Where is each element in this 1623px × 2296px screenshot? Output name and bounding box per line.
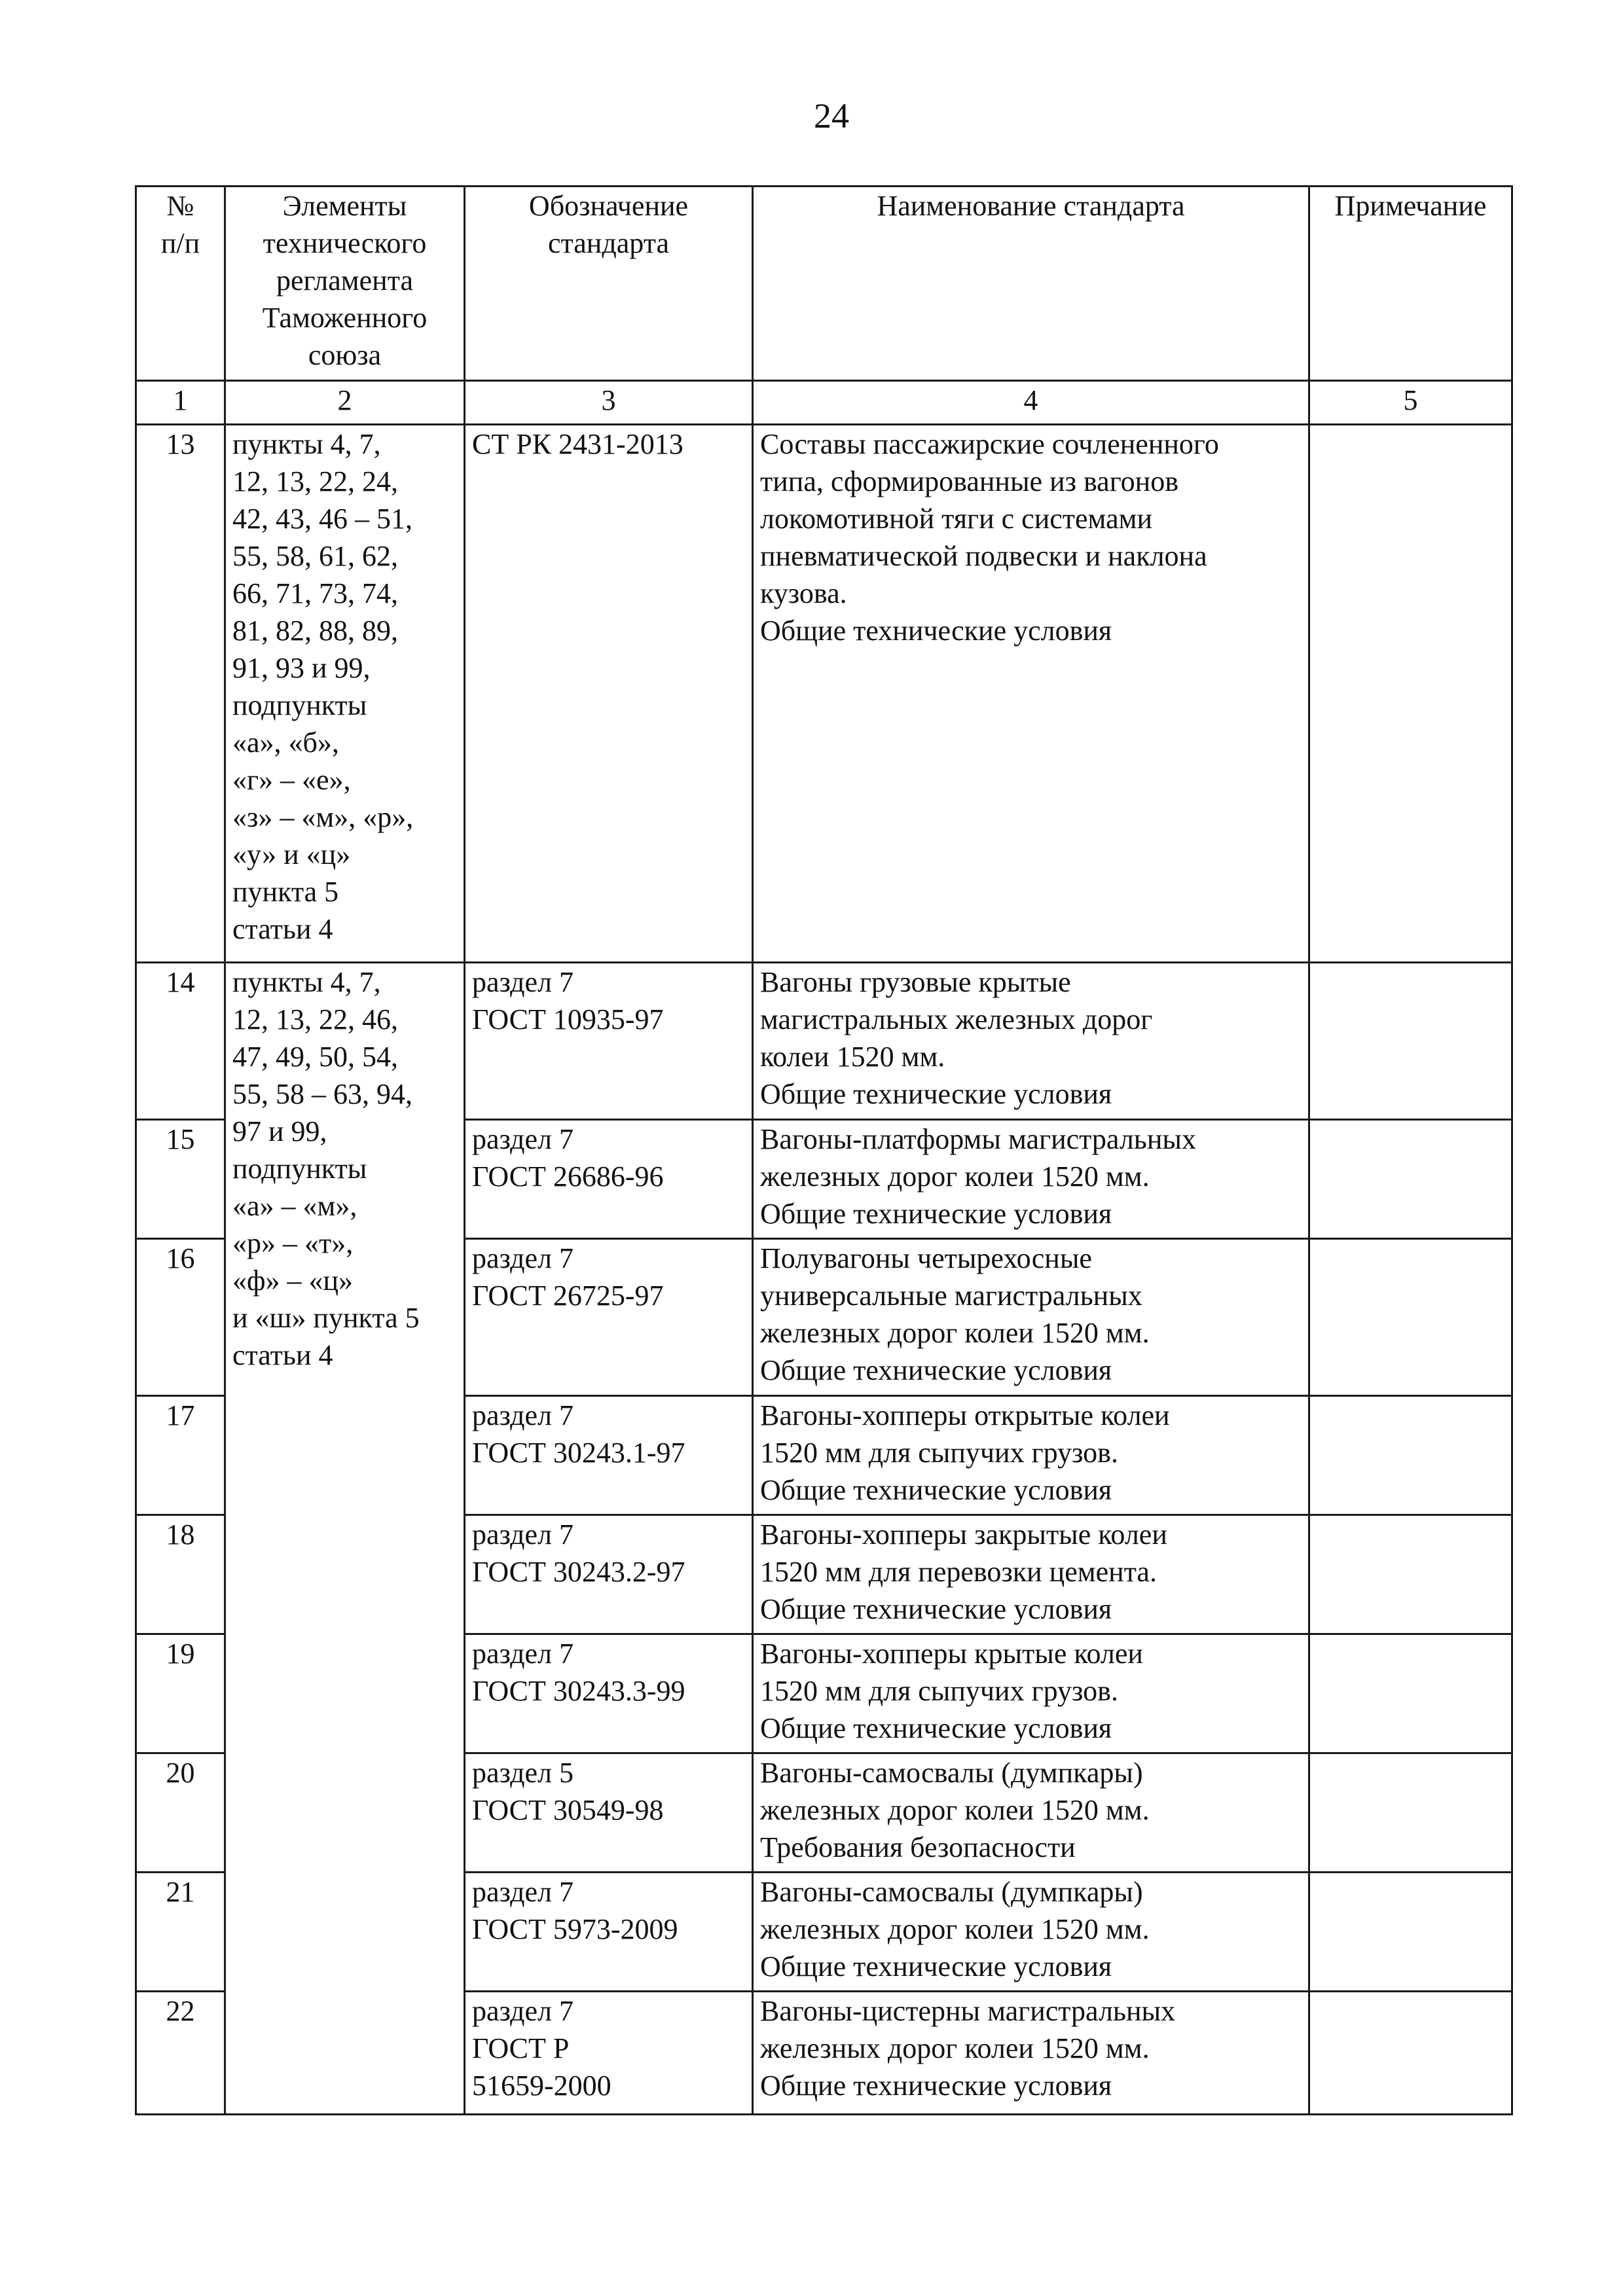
text-line: Вагоны-самосвалы (думпкары) bbox=[760, 1876, 1143, 1908]
note-cell bbox=[1309, 1239, 1512, 1396]
text-line: пневматической подвески и наклона bbox=[760, 540, 1207, 572]
column-index: 2 bbox=[225, 381, 465, 425]
text-line: Обозначение bbox=[528, 190, 689, 222]
text-line: п/п bbox=[160, 227, 200, 259]
standard-name bbox=[753, 1515, 1309, 1634]
note-cell bbox=[1309, 1873, 1512, 1992]
standard-name bbox=[753, 1120, 1309, 1239]
header-standard-name bbox=[753, 187, 1309, 381]
text-line: 1520 мм для сыпучих грузов. bbox=[760, 1437, 1118, 1469]
text-line: подпункты bbox=[232, 689, 367, 721]
text-line: и «ш» пункта 5 bbox=[232, 1302, 420, 1334]
text-line: Примечание bbox=[1334, 190, 1487, 222]
text-line: Требования безопасности bbox=[760, 1831, 1076, 1863]
text-line: железных дорог колеи 1520 мм. bbox=[760, 1913, 1150, 1945]
text-line: 1520 мм для перевозки цемента. bbox=[760, 1556, 1157, 1588]
text-line: технического bbox=[263, 227, 427, 259]
text-line: Общие технические условия bbox=[760, 1712, 1112, 1744]
text-line: кузова. bbox=[760, 577, 847, 609]
standard-designation bbox=[465, 1515, 753, 1634]
text-line: ГОСТ 26725-97 bbox=[472, 1280, 664, 1312]
row-number: 20 bbox=[136, 1753, 225, 1873]
text-line: Вагоны грузовые крытые bbox=[760, 966, 1071, 998]
text-line: Вагоны-хопперы крытые колеи bbox=[760, 1638, 1143, 1670]
note-cell bbox=[1309, 963, 1512, 1120]
text-line: железных дорог колеи 1520 мм. bbox=[760, 1317, 1150, 1349]
standard-designation bbox=[465, 1239, 753, 1396]
standard-designation bbox=[465, 1753, 753, 1873]
text-line: 81, 82, 88, 89, bbox=[232, 615, 398, 647]
text-line: ГОСТ 10935-97 bbox=[472, 1003, 664, 1035]
text-line: ГОСТ 30549-98 bbox=[472, 1794, 664, 1826]
row-number: 19 bbox=[136, 1634, 225, 1753]
standard-name bbox=[753, 1873, 1309, 1992]
row-number: 18 bbox=[136, 1515, 225, 1634]
row-number: 15 bbox=[136, 1120, 225, 1239]
column-index: 4 bbox=[753, 381, 1309, 425]
page-number: 24 bbox=[814, 96, 849, 135]
text-line: Вагоны-самосвалы (думпкары) bbox=[760, 1757, 1143, 1789]
text-line: железных дорог колеи 1520 мм. bbox=[760, 2032, 1150, 2064]
text-line: Общие технические условия bbox=[760, 615, 1112, 647]
standard-name bbox=[753, 1239, 1309, 1396]
text-line: Вагоны-цистерны магистральных bbox=[760, 1995, 1176, 2027]
standard-designation bbox=[465, 1634, 753, 1753]
text-line: пункты 4, 7, bbox=[232, 966, 381, 998]
text-line: раздел 7 bbox=[472, 966, 574, 998]
standard-designation bbox=[465, 963, 753, 1120]
regulation-elements-group bbox=[225, 963, 465, 2115]
row-number: 17 bbox=[136, 1396, 225, 1515]
text-line: пункты 4, 7, bbox=[232, 428, 381, 460]
text-line: статьи 4 bbox=[232, 913, 333, 945]
standard-name bbox=[753, 1396, 1309, 1515]
text-line: типа, сформированные из вагонов bbox=[760, 465, 1178, 497]
text-line: регламента bbox=[276, 264, 414, 296]
column-index: 5 bbox=[1309, 381, 1512, 425]
text-line: Элементы bbox=[282, 190, 407, 222]
text-line: Общие технические условия bbox=[760, 1950, 1112, 1982]
text-line: 42, 43, 46 – 51, bbox=[232, 503, 412, 535]
text-line: 91, 93 и 99, bbox=[232, 652, 371, 684]
text-line: раздел 5 bbox=[472, 1757, 574, 1789]
text-line: колеи 1520 мм. bbox=[760, 1041, 945, 1073]
text-line: 55, 58, 61, 62, bbox=[232, 540, 398, 572]
standards-table bbox=[135, 185, 1513, 2115]
text-line: «г» – «е», bbox=[232, 764, 351, 796]
standard-name bbox=[753, 1992, 1309, 2115]
note-cell bbox=[1309, 1120, 1512, 1239]
text-line: ГОСТ 5973-2009 bbox=[472, 1913, 678, 1945]
text-line: Общие технические условия bbox=[760, 1593, 1112, 1625]
text-line: универсальные магистральных bbox=[760, 1280, 1142, 1312]
text-line: ГОСТ Р bbox=[472, 2032, 570, 2064]
text-line: Вагоны-хопперы закрытые колеи bbox=[760, 1518, 1167, 1551]
text-line: «з» – «м», «р», bbox=[232, 801, 414, 833]
standard-designation bbox=[465, 1396, 753, 1515]
text-line: стандарта bbox=[547, 227, 669, 259]
text-line: Общие технические условия bbox=[760, 2070, 1112, 2102]
text-line: 66, 71, 73, 74, bbox=[232, 577, 398, 609]
standard-designation bbox=[465, 1992, 753, 2115]
text-line: Общие технические условия bbox=[760, 1078, 1112, 1110]
text-line: ГОСТ 26686-96 bbox=[472, 1160, 664, 1193]
text-line: союза bbox=[308, 339, 382, 371]
standard-designation bbox=[465, 1120, 753, 1239]
row-number: 16 bbox=[136, 1239, 225, 1396]
text-line: «у» и «ц» bbox=[232, 838, 351, 870]
note-cell bbox=[1309, 1515, 1512, 1634]
text-line: локомотивной тяги с системами bbox=[760, 503, 1153, 535]
text-line: Таможенного bbox=[262, 302, 428, 334]
text-line: ГОСТ 30243.3-99 bbox=[472, 1675, 685, 1707]
note-cell bbox=[1309, 1992, 1512, 2115]
text-line: Полувагоны четырехосные bbox=[760, 1242, 1092, 1274]
text-line: 47, 49, 50, 54, bbox=[232, 1041, 398, 1073]
text-line: раздел 7 bbox=[472, 1876, 574, 1908]
row-number: 13 bbox=[136, 425, 225, 963]
text-line: 1520 мм для сыпучих грузов. bbox=[760, 1675, 1118, 1707]
header-designation bbox=[465, 187, 753, 381]
text-line: раздел 7 bbox=[472, 1995, 574, 2027]
header-elements bbox=[225, 187, 465, 381]
text-line: магистральных железных дорог bbox=[760, 1003, 1153, 1035]
text-line: Составы пассажирские сочлененного bbox=[760, 428, 1219, 460]
table-row bbox=[136, 963, 1512, 1120]
text-line: ГОСТ 30243.1-97 bbox=[472, 1437, 685, 1469]
text-line: 12, 13, 22, 24, bbox=[232, 465, 398, 497]
note-cell bbox=[1309, 1396, 1512, 1515]
text-line: «а» – «м», bbox=[232, 1190, 357, 1222]
standard-designation bbox=[465, 1873, 753, 1992]
note-cell bbox=[1309, 425, 1512, 963]
standard-designation bbox=[465, 425, 753, 963]
column-index: 3 bbox=[465, 381, 753, 425]
regulation-elements bbox=[225, 425, 465, 963]
text-line: 12, 13, 22, 46, bbox=[232, 1003, 398, 1035]
text-line: СТ РК 2431-2013 bbox=[472, 428, 684, 460]
standard-name bbox=[753, 963, 1309, 1120]
text-line: «р» – «т», bbox=[232, 1227, 354, 1259]
text-line: раздел 7 bbox=[472, 1123, 574, 1155]
text-line: Общие технические условия bbox=[760, 1198, 1112, 1230]
text-line: Наименование стандарта bbox=[877, 190, 1185, 222]
text-line: статьи 4 bbox=[232, 1339, 333, 1371]
text-line: «а», «б», bbox=[232, 726, 339, 759]
standard-name bbox=[753, 425, 1309, 963]
text-line: Вагоны-хопперы открытые колеи bbox=[760, 1399, 1170, 1431]
header-note bbox=[1309, 187, 1512, 381]
text-line: железных дорог колеи 1520 мм. bbox=[760, 1160, 1150, 1193]
text-line: Общие технические условия bbox=[760, 1474, 1112, 1506]
standard-name bbox=[753, 1634, 1309, 1753]
text-line: раздел 7 bbox=[472, 1518, 574, 1551]
text-line: Вагоны-платформы магистральных bbox=[760, 1123, 1196, 1155]
text-line: 97 и 99, bbox=[232, 1115, 327, 1147]
header-number bbox=[136, 187, 225, 381]
text-line: раздел 7 bbox=[472, 1242, 574, 1274]
header-row bbox=[136, 187, 1512, 381]
text-line: раздел 7 bbox=[472, 1399, 574, 1431]
standard-name bbox=[753, 1753, 1309, 1873]
text-line: 55, 58 – 63, 94, bbox=[232, 1078, 412, 1110]
text-line: ГОСТ 30243.2-97 bbox=[472, 1556, 685, 1588]
text-line: раздел 7 bbox=[472, 1638, 574, 1670]
text-line: железных дорог колеи 1520 мм. bbox=[760, 1794, 1150, 1826]
note-cell bbox=[1309, 1634, 1512, 1753]
text-line: подпункты bbox=[232, 1153, 367, 1185]
table-row bbox=[136, 425, 1512, 963]
note-cell bbox=[1309, 1753, 1512, 1873]
column-index: 1 bbox=[136, 381, 225, 425]
text-line: пункта 5 bbox=[232, 876, 339, 908]
column-index-row bbox=[136, 381, 1512, 425]
row-number: 14 bbox=[136, 963, 225, 1120]
text-line: № bbox=[166, 190, 194, 222]
text-line: «ф» – «ц» bbox=[232, 1265, 354, 1297]
text-line: Общие технические условия bbox=[760, 1354, 1112, 1386]
row-number: 22 bbox=[136, 1992, 225, 2115]
text-line: 51659-2000 bbox=[472, 2070, 611, 2102]
row-number: 21 bbox=[136, 1873, 225, 1992]
